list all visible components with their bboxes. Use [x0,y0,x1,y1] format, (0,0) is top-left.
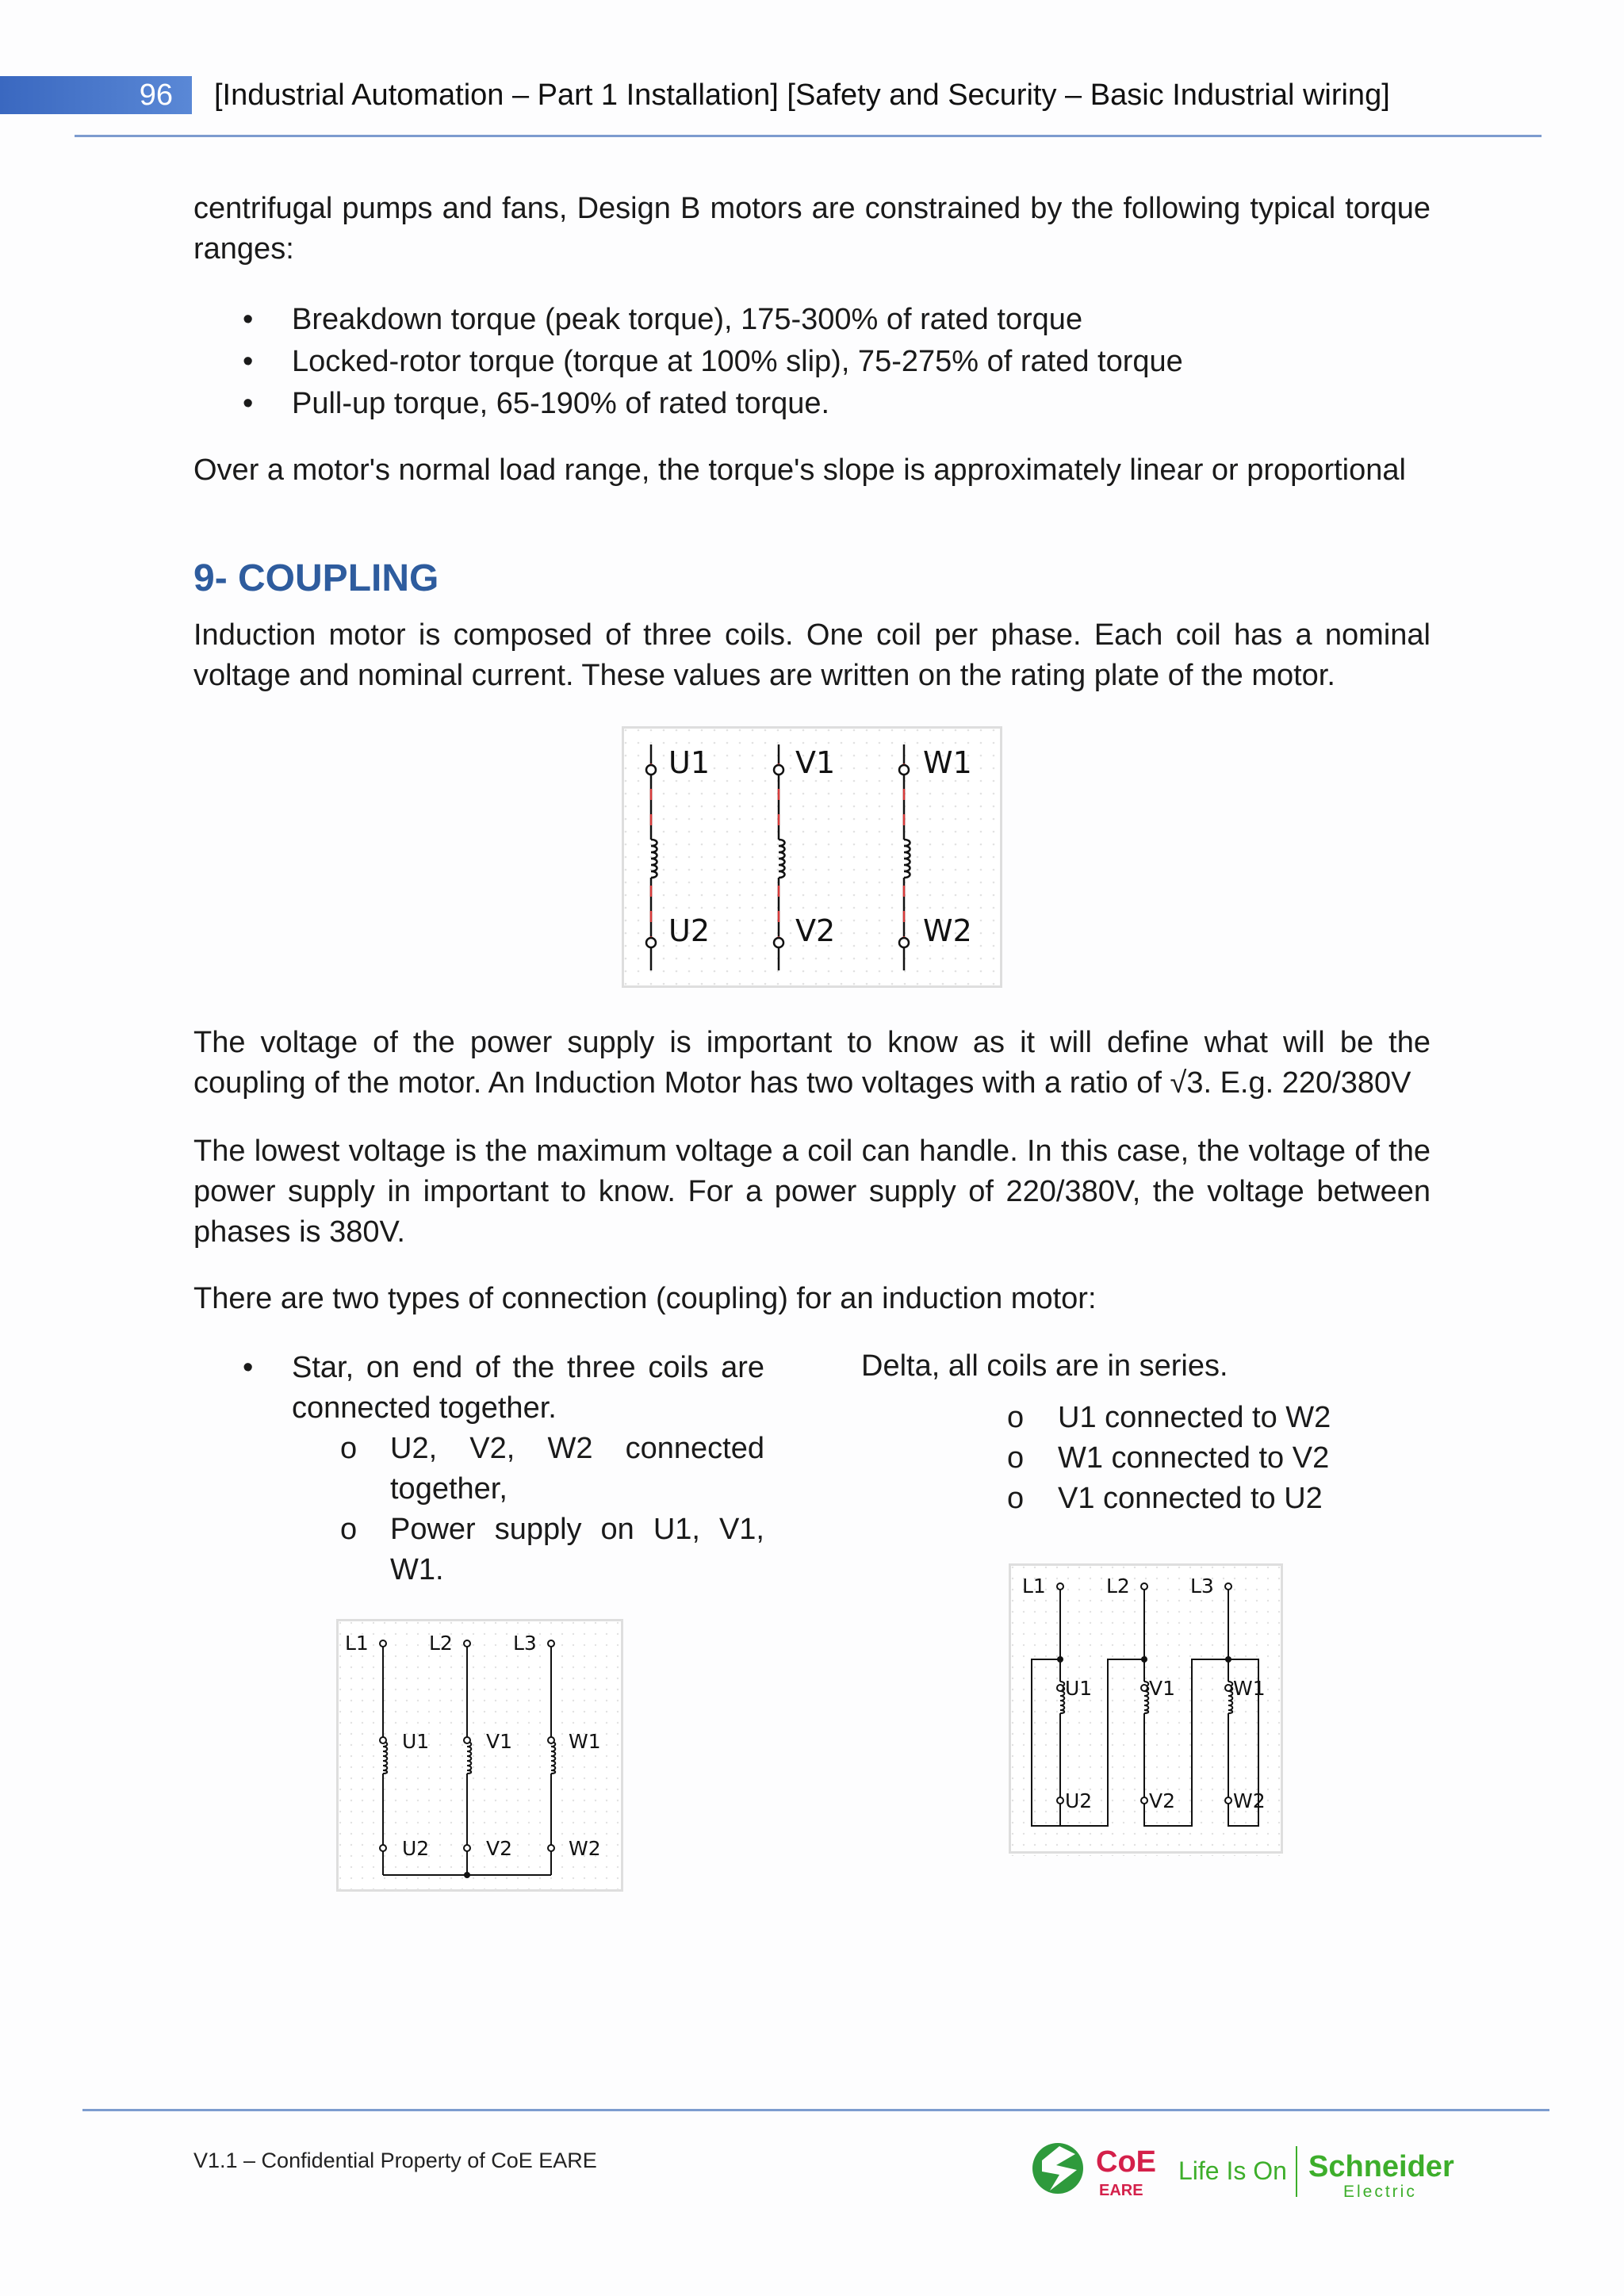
closing-paragraph: Over a motor's normal load range, the torque's slope is approximately linear or proportional [193,453,1406,487]
lowest-voltage-paragraph: The lowest voltage is the maximum voltage a coil can handle. In this case, the voltage of the power supply in important to know. For a power supply of 220/380V, the voltage between phases is 380V. [193,1135,1431,1249]
terminal-label-bottom: V2 [1149,1789,1176,1812]
footer-text: V1.1 – Confidential Property of CoE EARE [193,2149,597,2172]
intro-paragraph: centrifugal pumps and fans, Design B motors are constrained by the following typical torque ranges: [193,192,1431,266]
line-label: L3 [513,1632,537,1655]
list-item: • Breakdown torque (peak torque), 175-300% of rated torque [238,299,1183,341]
terminal-label-top: V1 [795,745,836,780]
footer-divider [82,2109,1549,2111]
brand-schneider-text: Schneider [1308,2150,1454,2183]
list-item: • Pull-up torque, 65-190% of rated torque. [238,383,1183,425]
coupling-types-paragraph: There are two types of connection (coupling) for an induction motor: [193,1282,1097,1315]
delta-intro: Delta, all coils are in series. [861,1349,1228,1383]
coils-paragraph: Induction motor is composed of three coils. One coil per phase. Each coil has a nominal voltage and nominal current. These values are written on the rating plate of the motor. [193,618,1431,692]
terminal-label-bottom: W2 [569,1837,601,1860]
voltage-paragraph: The voltage of the power supply is important to know as it will define what will be the coupling of the motor. An Induction Motor has two voltages with a ratio of √3. E.g. 220/380V [193,1026,1431,1100]
terminal-label-top: W1 [1233,1677,1266,1700]
terminal-label-bottom: W2 [1233,1789,1266,1812]
star-diagram [336,1619,623,1892]
coe-eare-logo [1032,2143,1156,2199]
schneider-logo [1308,2150,1454,2201]
line-label: L1 [345,1632,369,1655]
terminal-label-top: V1 [486,1730,513,1753]
list-item: o U1 connected to W2 [861,1398,1448,1438]
terminal-label-bottom: U2 [402,1837,430,1860]
terminal-label-bottom: U2 [668,913,710,948]
terminal-label-top: U1 [668,745,710,780]
coils-diagram [622,726,1002,988]
terminal-label-top: V1 [1149,1677,1176,1700]
line-label: L1 [1022,1575,1046,1598]
star-sub-bullet: o Power supply on U1, V1, W1. [193,1510,764,1590]
terminal-label-bottom: V2 [486,1837,513,1860]
brand-electric-text: Electric [1343,2183,1417,2201]
section-heading: 9- COUPLING [193,557,439,599]
terminal-label-top: U1 [402,1730,430,1753]
torque-bullet-list [238,299,1183,425]
delta-connection-block [861,1346,1448,1519]
line-label: L3 [1190,1575,1214,1598]
terminal-label-top: W1 [569,1730,601,1753]
page-number: 96 [0,76,192,114]
brand-coe-text: CoE [1096,2145,1156,2179]
header-divider [75,135,1542,137]
running-header: [Industrial Automation – Part 1 Installation] [Safety and Security – Basic Industrial wiring] [214,78,1390,112]
terminal-label-bottom: W2 [923,913,972,948]
star-connection-block [193,1348,764,1590]
line-label: L2 [429,1632,453,1655]
brand-slogan-text: Life Is On [1178,2156,1287,2185]
terminal-label-top: W1 [923,745,972,780]
brand-logos [1023,2129,1467,2208]
star-sub-bullet: o U2, V2, W2 connected together, [193,1429,764,1510]
brand-eare-text: EARE [1099,2182,1143,2199]
delta-diagram [1009,1563,1283,1854]
terminal-label-top: U1 [1065,1677,1093,1700]
delta-sub-list [861,1398,1448,1519]
list-item: o W1 connected to V2 [861,1438,1448,1479]
line-label: L2 [1106,1575,1130,1598]
terminal-label-bottom: V2 [795,913,836,948]
brand-divider [1296,2146,1297,2197]
terminal-label-bottom: U2 [1065,1789,1093,1812]
list-item: o V1 connected to U2 [861,1479,1448,1519]
star-bullet: • Star, on end of the three coils are connected together. [193,1348,764,1429]
star-point [464,1872,470,1878]
list-item: • Locked-rotor torque (torque at 100% slip), 75-275% of rated torque [238,341,1183,383]
